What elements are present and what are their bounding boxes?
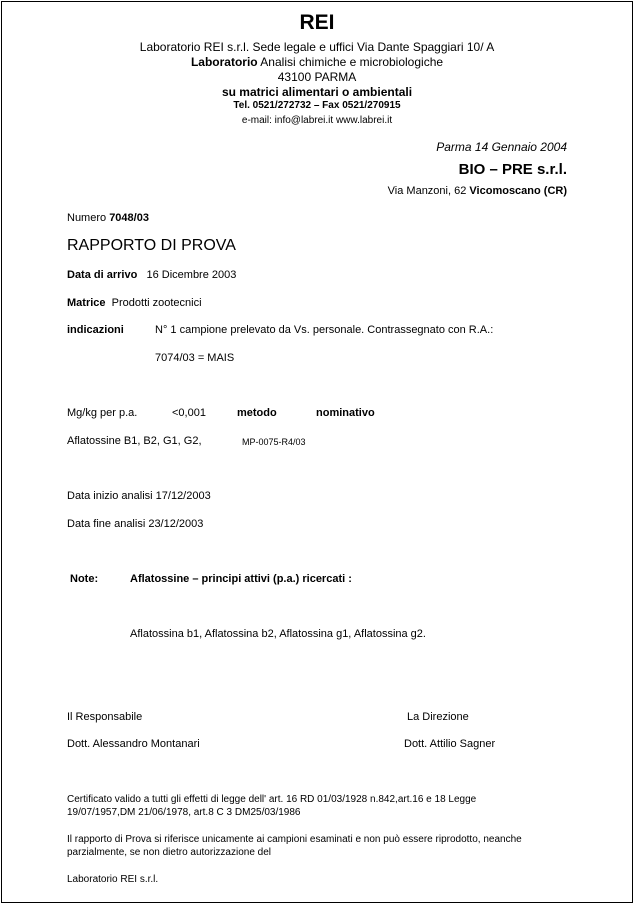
- report-number-value: 7048/03: [109, 212, 149, 224]
- notes-heading: Aflatossine – principi attivi (p.a.) ricercati :: [130, 573, 352, 585]
- method-label: metodo: [237, 407, 277, 419]
- matrix-value: Prodotti zootecnici: [111, 297, 202, 309]
- disclaimer-line2: parzialmente, se non dietro autorizzazione del: [67, 847, 272, 858]
- arrival-label: Data di arrivo: [67, 269, 138, 281]
- arrival-date: [67, 269, 236, 281]
- report-number-label: Numero: [67, 212, 110, 224]
- result-analyte: Aflatossine B1, B2, G1, G2,: [67, 435, 202, 447]
- result-value: <0,001: [172, 407, 206, 419]
- direction-name: Dott. Attilio Sagner: [404, 738, 496, 750]
- lab-phone-fax: Tel. 0521/272732 – Fax 0521/270915: [233, 100, 401, 111]
- lab-address: Laboratorio REI s.r.l. Sede legale e uffici Via Dante Spaggiari 10/ A: [139, 40, 495, 54]
- indications-line2: 7074/03 = MAIS: [155, 352, 235, 364]
- matrix-label: Matrice: [67, 297, 106, 309]
- lab-city: 43100 PARMA: [277, 70, 357, 84]
- method-code: MP-0075-R4/03: [242, 437, 306, 447]
- lab-scope: su matrici alimentari o ambientali: [221, 85, 413, 99]
- lab-description: [0, 55, 634, 69]
- matrix: [67, 297, 202, 309]
- legal-note-line2: 19/07/1957,DM 21/06/1978, art.8 C 3 DM25/03/1986: [67, 807, 301, 818]
- disclaimer-line1: Il rapporto di Prova si riferisce unicamente ai campioni esaminati e non può essere riprodotto, neanche: [67, 834, 522, 845]
- analysis-end-date: Data fine analisi 23/12/2003: [67, 518, 204, 530]
- notes-list: Aflatossina b1, Aflatossina b2, Aflatossina g1, Aflatossina g2.: [130, 628, 426, 640]
- page-frame: [1, 1, 633, 903]
- recipient-address: [388, 185, 567, 197]
- lab-description-rest: Analisi chimiche e microbiologiche: [257, 55, 444, 69]
- recipient-company: BIO – PRE s.r.l.: [458, 161, 567, 178]
- place-date: Parma 14 Gennaio 2004: [436, 140, 567, 154]
- method-type: nominativo: [316, 407, 375, 419]
- notes-label: Note:: [70, 573, 99, 585]
- direction-role: La Direzione: [407, 711, 469, 723]
- footer-lab-name: Laboratorio REI s.r.l.: [67, 874, 159, 885]
- responsible-role: Il Responsabile: [67, 711, 143, 723]
- indications-line1: N° 1 campione prelevato da Vs. personale. Contrassegnato con R.A.:: [155, 324, 494, 336]
- indications-label: indicazioni: [67, 324, 124, 336]
- legal-note-line1: Certificato valido a tutti gli effetti di legge dell' art. 16 RD 01/03/1928 n.842,art.16 e 18 Legge: [67, 794, 477, 805]
- responsible-name: Dott. Alessandro Montanari: [67, 738, 200, 750]
- arrival-value: 16 Dicembre 2003: [146, 269, 237, 281]
- recipient-street: Via Manzoni, 62: [387, 185, 470, 197]
- report-title: RAPPORTO DI PROVA: [67, 237, 236, 254]
- recipient-town: Vicomoscano (CR): [469, 185, 567, 197]
- report-number: [67, 212, 149, 224]
- lab-description-bold: Laboratorio: [190, 55, 258, 69]
- lab-title: REI: [299, 11, 335, 34]
- result-unit: Mg/kg per p.a.: [67, 407, 138, 419]
- analysis-start-date: Data inizio analisi 17/12/2003: [67, 490, 211, 502]
- lab-contacts: e-mail: info@labrei.it www.labrei.it: [241, 115, 393, 126]
